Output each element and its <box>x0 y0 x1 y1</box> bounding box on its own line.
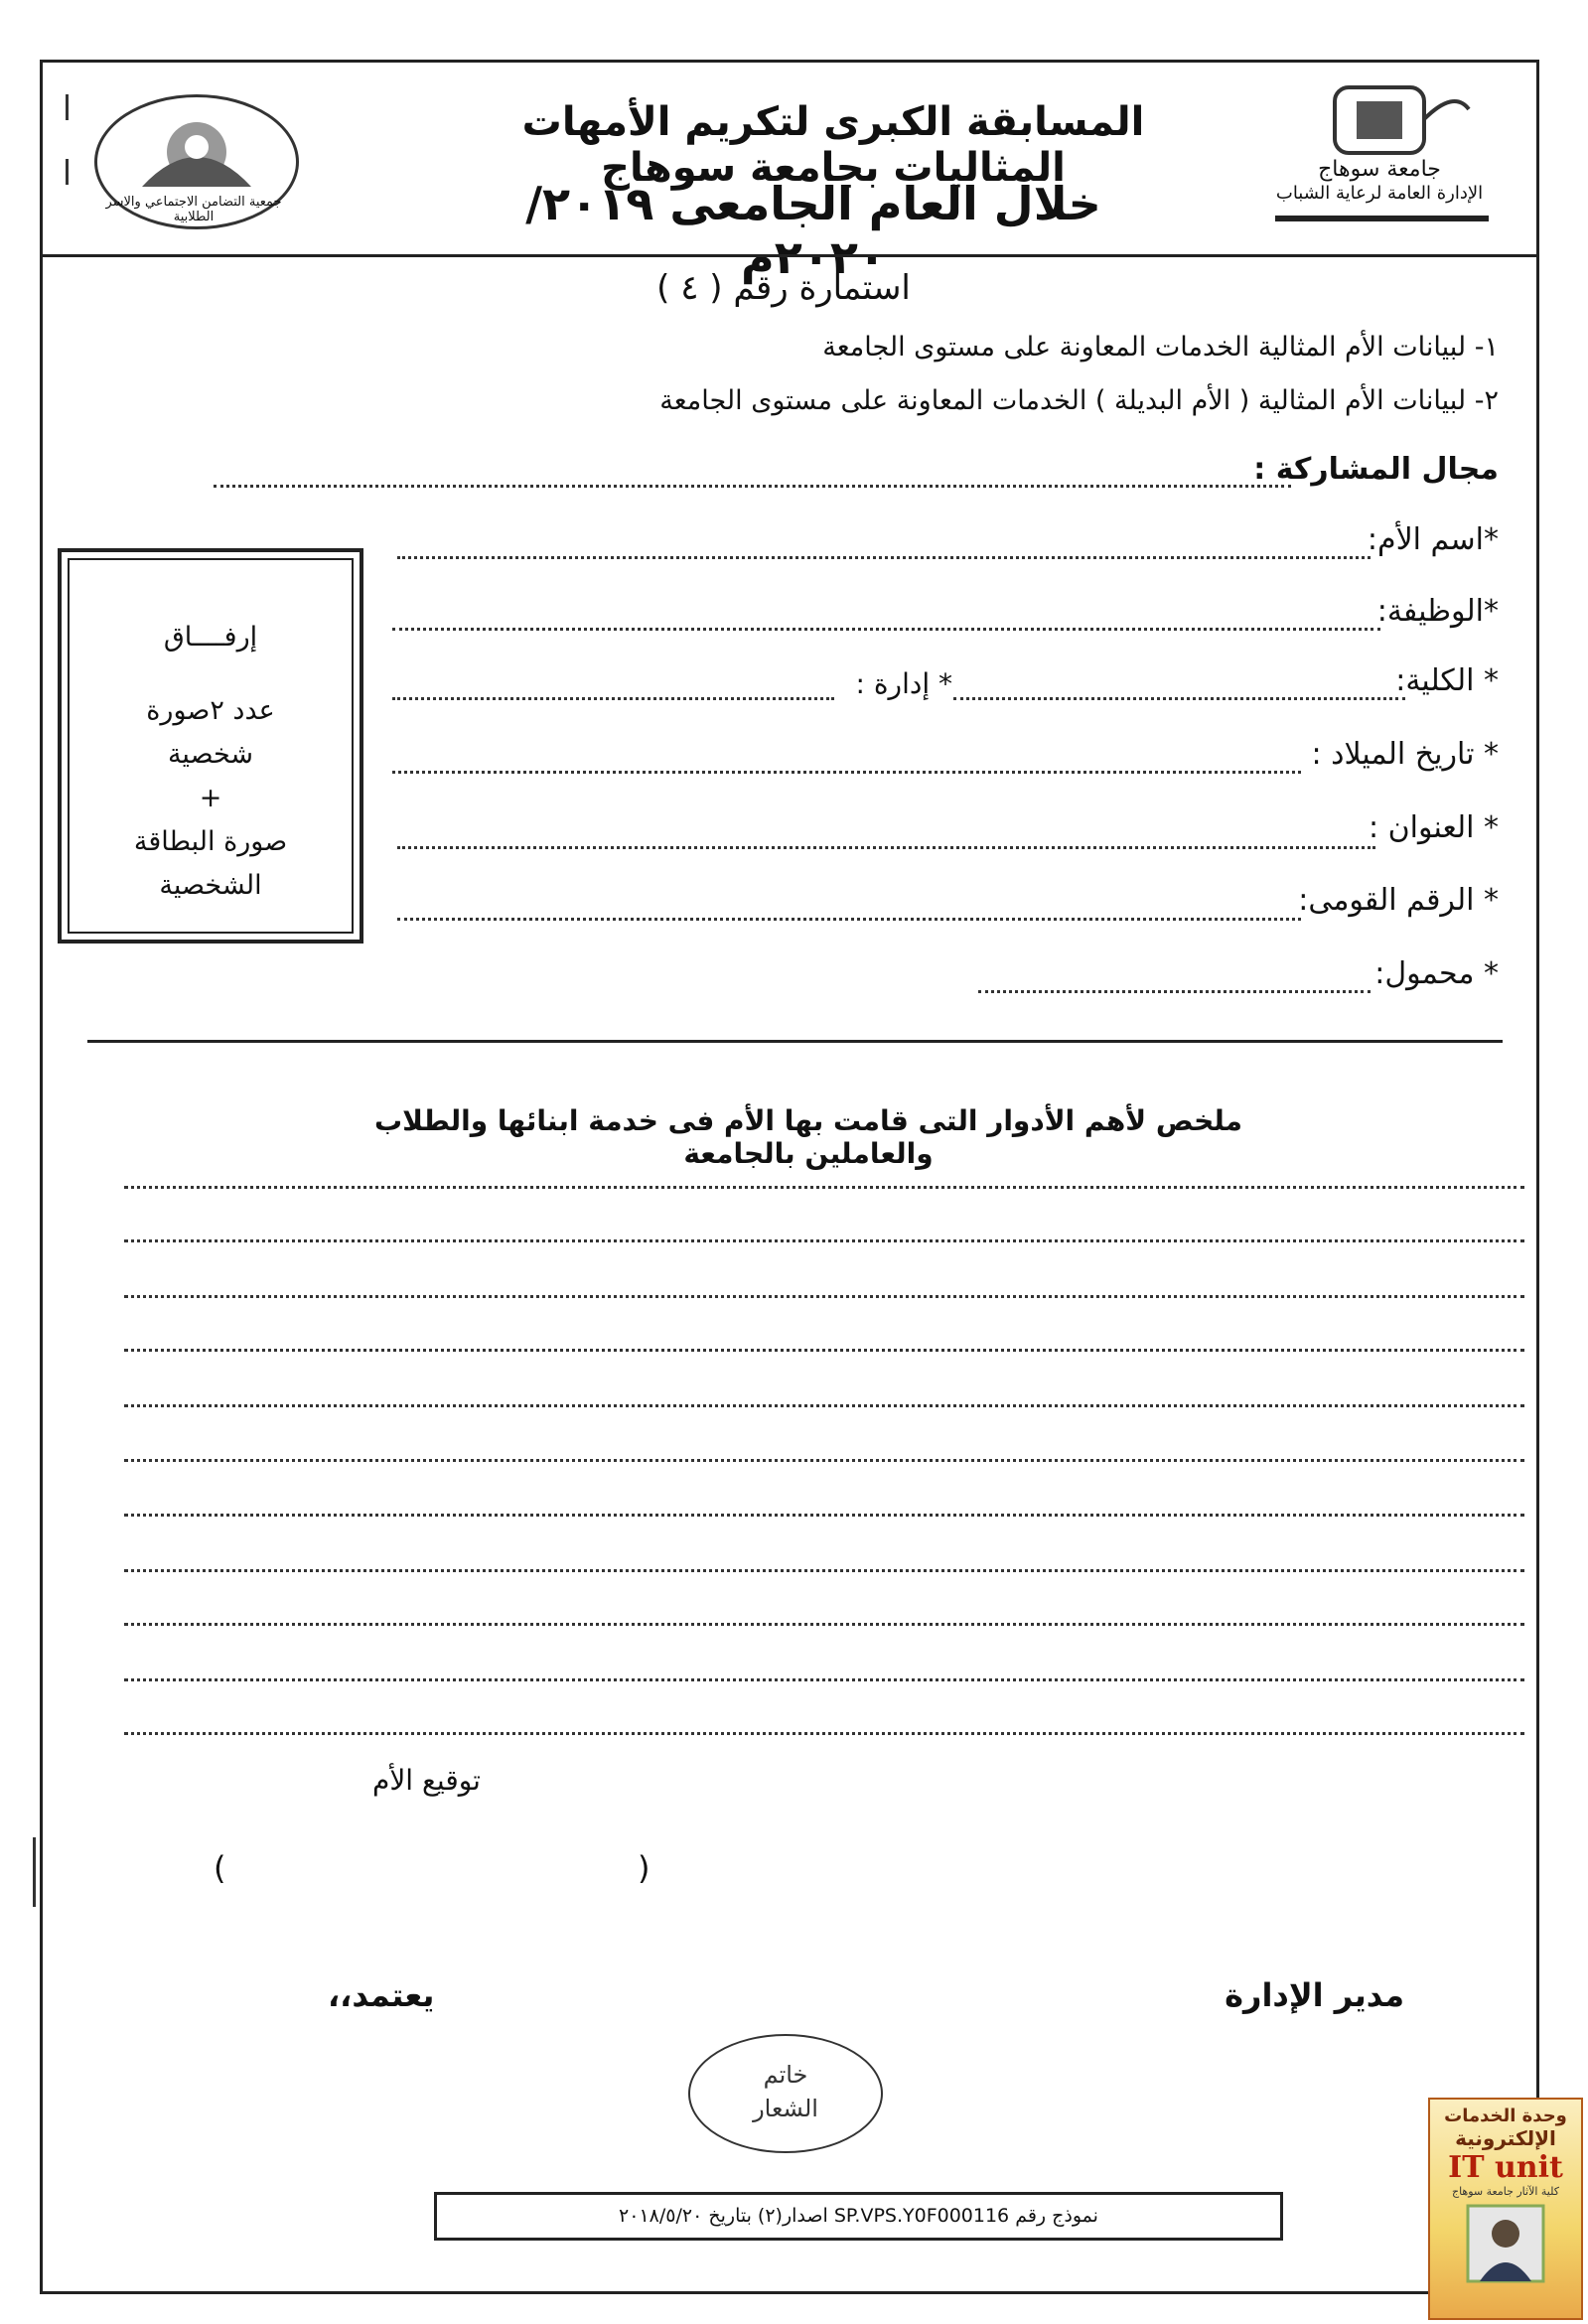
approve-label: يعتمد،، <box>328 1976 435 2014</box>
scan-mark <box>66 159 69 185</box>
summary-line[interactable] <box>124 1569 1524 1572</box>
it-unit-badge <box>1428 2098 1583 2320</box>
signature-field[interactable] <box>238 1845 631 1895</box>
form-number: استمارة رقم ( ٤ ) <box>656 268 911 308</box>
attachments-content <box>68 558 354 934</box>
faculty-label: * الكلية: <box>1395 663 1499 698</box>
page-title: المسابقة الكبرى لتكريم الأمهات المثاليات بجامعة سوهاج <box>521 99 1145 191</box>
badge-line4: كلية الآثار جامعة سوهاج <box>1451 2185 1560 2198</box>
participation-label: مجال المشاركة : <box>1253 452 1499 487</box>
badge-line2: الإلكترونية <box>1455 2126 1556 2150</box>
badge-line1: وحدة الخدمات <box>1444 2106 1567 2126</box>
department-name: الإدارة العامة لرعاية الشباب <box>1275 183 1484 204</box>
item-1: ١- لبيانات الأم المثالية الخدمات المعاونة على مستوى الجامعة <box>822 332 1499 363</box>
badge-line3: IT unit <box>1448 2150 1563 2185</box>
mother-name-label: *اسم الأم: <box>1367 522 1499 557</box>
mobile-input[interactable] <box>978 990 1371 993</box>
national-id-label: * الرقم القومى: <box>1298 883 1499 918</box>
mobile-label: * محمول: <box>1374 956 1499 991</box>
person-portrait-icon <box>1466 2204 1545 2283</box>
attachments-box <box>58 548 363 944</box>
administration-label: * إدارة : <box>855 667 952 700</box>
summary-line[interactable] <box>124 1295 1524 1298</box>
mother-signature-label: توقيع الأم <box>372 1764 481 1797</box>
attachments-line1: عدد ٢صورة <box>146 695 275 726</box>
birth-date-input[interactable] <box>392 771 1301 774</box>
summary-line[interactable] <box>124 1514 1524 1517</box>
header-divider <box>40 254 1539 257</box>
summary-line[interactable] <box>124 1678 1524 1681</box>
seal-line2: الشعار <box>753 2095 818 2122</box>
national-id-input[interactable] <box>397 918 1301 921</box>
participation-input[interactable] <box>214 485 1291 488</box>
summary-heading: ملخص لأهم الأدوار التى قامت بها الأم فى خدمة ابنائها والطلاب والعاملين بالجامعة <box>373 1104 1243 1170</box>
attachments-line3: صورة البطاقة <box>133 826 288 857</box>
mother-name-input[interactable] <box>397 556 1371 559</box>
university-name: جامعة سوهاج <box>1318 157 1441 182</box>
job-input[interactable] <box>392 628 1380 631</box>
university-emblem-icon <box>1265 79 1494 228</box>
address-label: * العنوان : <box>1368 810 1499 845</box>
item-2: ٢- لبيانات الأم المثالية ( الأم البديلة ) الخدمات المعاونة على مستوى الجامعة <box>659 385 1499 416</box>
footer-text: نموذج رقم SP.VPS.Y0F000116 اصدار(٢) بتاريخ ٢٠١٨/٥/٢٠ <box>619 2205 1098 2227</box>
summary-line[interactable] <box>124 1349 1524 1352</box>
section-divider <box>87 1040 1503 1043</box>
summary-line[interactable] <box>124 1732 1524 1735</box>
address-input[interactable] <box>397 846 1375 849</box>
signature-open-paren: ( <box>214 1849 226 1887</box>
page-subtitle: خلال العام الجامعى ٢٠١٩/ ٢٠٢٠م <box>525 177 1101 284</box>
summary-line[interactable] <box>124 1404 1524 1407</box>
birth-date-label: * تاريخ الميلاد : <box>1311 737 1499 772</box>
attachments-title: إرفــــاق <box>163 622 258 653</box>
university-logo <box>1265 79 1494 228</box>
director-label: مدير الإدارة <box>1225 1976 1404 2014</box>
administration-input[interactable] <box>392 697 834 700</box>
form-footer <box>434 2192 1283 2241</box>
scan-mark <box>33 1837 36 1907</box>
faculty-input[interactable] <box>953 697 1405 700</box>
job-label: *الوظيفة: <box>1376 594 1499 629</box>
attachments-line2: شخصية <box>167 739 254 770</box>
summary-line[interactable] <box>124 1459 1524 1462</box>
attachments-line4: الشخصية <box>159 870 262 901</box>
signature-close-paren: ) <box>638 1849 650 1887</box>
attachments-plus: + <box>199 783 222 813</box>
association-caption: جمعية التضامن الاجتماعي والاسر الطلابية <box>105 195 282 224</box>
summary-line[interactable] <box>124 1623 1524 1626</box>
summary-line[interactable] <box>124 1186 1524 1189</box>
seal-stamp <box>688 2034 883 2153</box>
scan-mark <box>66 94 69 120</box>
summary-line[interactable] <box>124 1239 1524 1242</box>
seal-line1: خاتم <box>763 2061 808 2089</box>
